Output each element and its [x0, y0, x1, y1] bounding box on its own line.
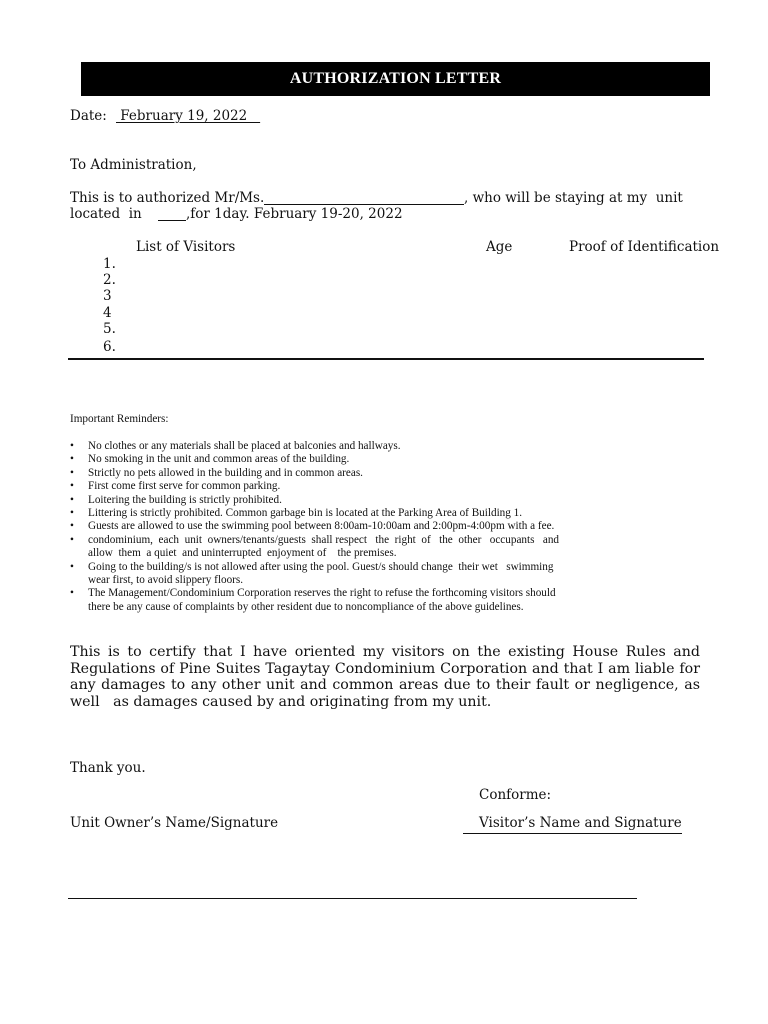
reminder-item: • First come first serve for common parking.	[70, 480, 281, 493]
certification-line: well as damages caused by and originating from my unit.	[70, 693, 492, 710]
visitor-signature-line	[463, 833, 682, 834]
bullet-icon: •	[70, 520, 74, 533]
certification-paragraph	[70, 644, 700, 710]
certification-line: Regulations of Pine Suites Tagaytay Condominium Corporation and that I am liable for	[70, 660, 700, 677]
certification-line: This is to certify that I have oriented my visitors on the existing House Rules and	[70, 644, 700, 660]
document-title: AUTHORIZATION LETTER	[81, 62, 710, 96]
reminder-item: • condominium, each unit owners/tenants/guests shall respect the right of the other occupants and	[70, 533, 560, 546]
visitors-header-list: List of Visitors	[136, 239, 236, 255]
reminder-item: • Guests are allowed to use the swimming pool between 8:00am-10:00am and 2:00pm-4:00pm with a fee.	[70, 520, 555, 533]
reminder-continuation: there be any cause of complaints by other resident due to noncompliance of the above guidelines.	[88, 600, 524, 613]
reminders-list	[70, 440, 720, 614]
body-line2-end: ,for 1day. February 19-20, 2022	[186, 206, 403, 222]
visitor-row-number: 4	[103, 305, 112, 321]
owner-signature-label: Unit Owner’s Name/Signature	[70, 815, 279, 831]
bullet-icon: •	[70, 480, 74, 493]
bullet-icon: •	[70, 560, 74, 573]
date-label: Date:	[70, 108, 107, 124]
salutation: To Administration,	[70, 157, 197, 173]
reminder-item: • Loitering the building is strictly prohibited.	[70, 493, 282, 506]
visitor-row-number: 5.	[103, 321, 116, 337]
certification-line: any damages to any other unit and common areas due to their fault or negligence, as	[70, 677, 700, 693]
reminder-item: • The Management/Condominium Corporation reserves the right to refuse the forthcoming visitors should	[70, 587, 556, 600]
reminder-item: • Strictly no pets allowed in the building and in common areas.	[70, 466, 363, 479]
visitor-name-blank	[264, 204, 464, 205]
reminder-item: • Littering is strictly prohibited. Common garbage bin is located at the Parking Area of Building 1.	[70, 506, 523, 519]
body-line2-start: located in	[70, 206, 142, 222]
body-line1-end: , who will be staying at my unit	[464, 190, 683, 206]
bullet-icon: •	[70, 587, 74, 600]
table-bottom-rule	[68, 358, 704, 360]
reminder-item: • No clothes or any materials shall be placed at balconies and hallways.	[70, 440, 401, 452]
reminder-item: • No smoking in the unit and common areas of the building.	[70, 453, 350, 466]
visitor-row-number: 6.	[103, 339, 116, 355]
bullet-icon: •	[70, 493, 74, 506]
bullet-icon: •	[70, 453, 74, 466]
reminders-heading: Important Reminders:	[70, 413, 169, 425]
body-line1-start: This is to authorized Mr/Ms.	[70, 190, 265, 206]
conforme-label: Conforme:	[479, 787, 552, 803]
reminder-item: • Going to the building/s is not allowed after using the pool. Guest/s should change their wet swimming	[70, 560, 554, 573]
bullet-icon: •	[70, 440, 74, 452]
bullet-icon: •	[70, 506, 74, 519]
reminder-continuation: allow them a quiet and uninterrupted enjoyment of the premises.	[88, 547, 397, 560]
date-value: February 19, 2022	[116, 108, 261, 124]
bullet-icon: •	[70, 533, 74, 546]
owner-signature-line	[68, 898, 637, 899]
closing: Thank you.	[70, 760, 146, 776]
visitors-header-id: Proof of Identification	[569, 239, 720, 255]
visitor-row-number: 1.	[103, 256, 116, 272]
bullet-icon: •	[70, 466, 74, 479]
visitor-row-number: 3	[103, 288, 112, 304]
visitor-row-number: 2.	[103, 272, 116, 288]
visitor-signature-label: Visitor’s Name and Signature	[479, 815, 682, 831]
unit-number-blank	[158, 220, 186, 221]
reminder-continuation: wear first, to avoid slippery floors.	[88, 573, 244, 586]
visitors-header-age: Age	[486, 239, 513, 255]
